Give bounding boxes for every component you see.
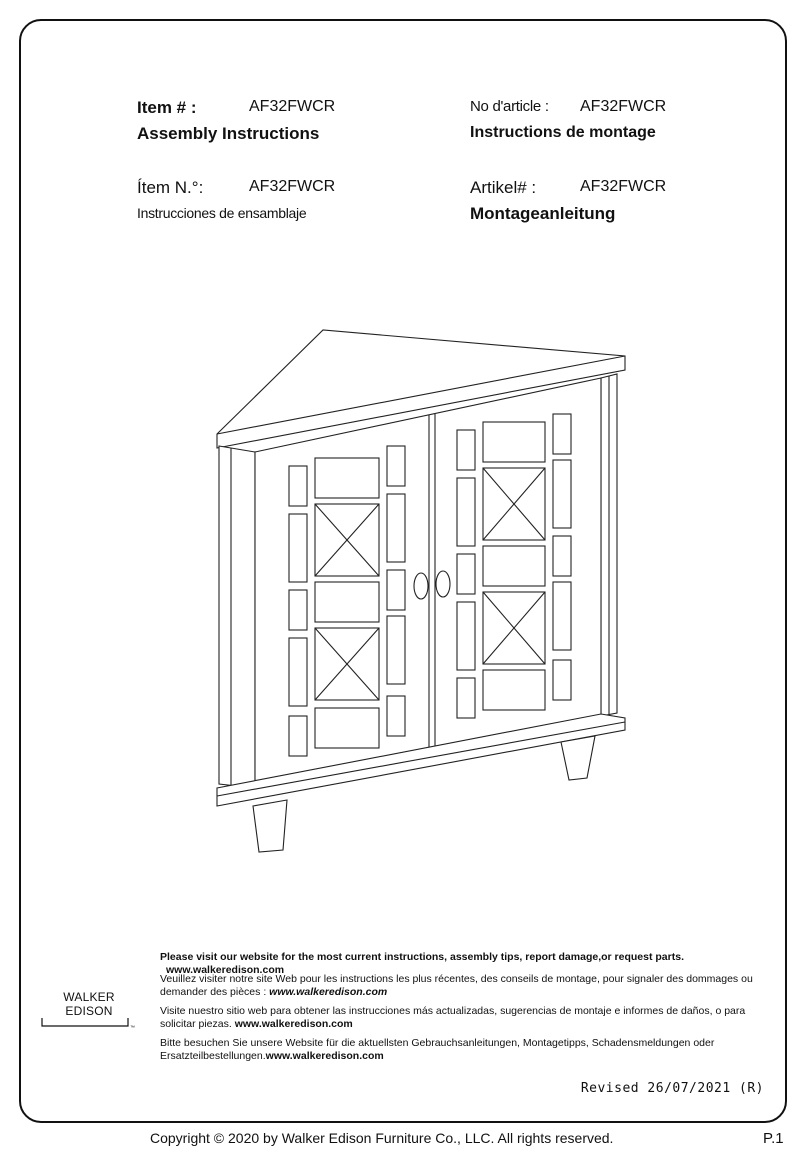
- title-de: Montageanleitung: [470, 204, 616, 223]
- logo-underline-icon: [38, 1018, 140, 1032]
- notice-en-text: Please visit our website for the most current instructions, assembly tips, report damage,or request parts.: [160, 951, 684, 963]
- revision-date: Revised 26/07/2021 (R): [580, 1081, 764, 1096]
- logo-text: WALKER EDISON: [63, 990, 115, 1018]
- notice-de-link[interactable]: www.walkeredison.com: [265, 1050, 384, 1062]
- item-label-de: Artikel# :: [470, 178, 537, 197]
- cabinet-leg-right: [561, 736, 595, 780]
- notice-fr-link[interactable]: www.walkeredison.com: [269, 986, 388, 998]
- notice-fr: [160, 973, 766, 999]
- notice-de-text: Bitte besuchen Sie unsere Website für die aktuellsten Gebrauchsanleitungen, Montagetipps, Schadensmeldungen oder Ersatzteilbestellungen.: [160, 1037, 715, 1062]
- notice-fr-text: Veuillez visiter notre site Web pour les instructions les plus récentes, des conseils de montage, pour signaler des dommages ou demander des pièces :: [160, 973, 753, 998]
- title-es: Instrucciones de ensamblaje: [137, 205, 307, 221]
- notice-de: [160, 1037, 766, 1063]
- item-value-es: AF32FWCR: [249, 178, 336, 195]
- item-label-fr: No d'article :: [470, 98, 549, 115]
- corner-cabinet-icon: [205, 318, 635, 853]
- item-label-es: Ítem N.°:: [137, 178, 204, 197]
- cabinet-leg-left: [253, 800, 287, 852]
- walker-edison-logo: [38, 990, 140, 1031]
- logo-tm: ™: [130, 1025, 135, 1031]
- title-fr: Instructions de montage: [470, 124, 656, 141]
- notice-es-link[interactable]: www.walkeredison.com: [234, 1018, 353, 1030]
- knob-right: [436, 571, 450, 597]
- item-value-fr: AF32FWCR: [580, 98, 667, 115]
- cabinet-left-post: [219, 446, 255, 788]
- knob-left: [414, 573, 428, 599]
- notice-es-text: Visite nuestro sitio web para obtener las instrucciones más actualizadas, sugerencias de montaje e informes de daños, o para solicitar piezas.: [160, 1005, 746, 1030]
- copyright: Copyright © 2020 by Walker Edison Furniture Co., LLC. All rights reserved.: [150, 1130, 614, 1146]
- page-number: P.1: [763, 1130, 784, 1147]
- item-value-en: AF32FWCR: [249, 98, 336, 115]
- notice-en-link[interactable]: www.walkeredison.com: [166, 964, 285, 976]
- item-label-en: Item # :: [137, 98, 197, 117]
- title-en: Assembly Instructions: [137, 124, 320, 143]
- item-value-de: AF32FWCR: [580, 178, 667, 195]
- notice-es: [160, 1005, 766, 1031]
